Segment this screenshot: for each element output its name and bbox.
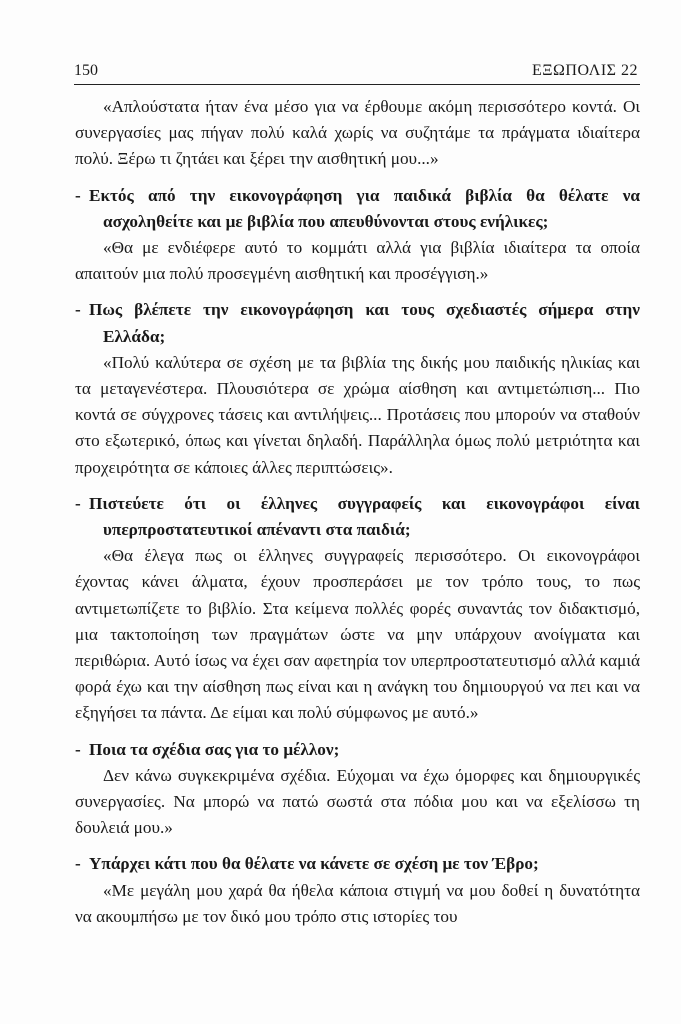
answer-paragraph: «Θα έλεγα πως οι έλληνες συγγραφείς περισσότερο. Οι εικονογράφοι έχοντας κάνει άλματα, έχουν προσπεράσει με τον τρόπο τους, το πως αντιμετωπίζετε το βιβλίο. Στα κείμενα πολλές φορές συναντάς τον διδακτισμό, μια τακτοποίηση των πραγμάτων ώστε να μην υπάρχουν ανοίγματα και περιθώρια. Αυτό ίσως να έχει σαν αφετηρία τον υπερπροστατευτισμό αλλά καμιά φορά έχω και την αίσθηση πως είναι και η ανάγκη του δημιουργού να πει και να εξηγήσει τα πάντα. Δε είμαι και πολύ σύμφωνος με αυτό.» — [75, 546, 640, 723]
question-text: Πιστεύετε ότι οι έλληνες συγγραφείς και εικονογράφοι είναι υπερπροστατευτικοί απέναντι στα παιδιά; — [89, 493, 640, 540]
answer-paragraph: «Θα με ενδιέφερε αυτό το κομμάτι αλλά για βιβλία ιδιαίτερα τα οποία απαιτούν μια πολύ προσεγμένη αισθητική και προσέγγιση.» — [75, 238, 640, 284]
interview-question — [75, 851, 640, 877]
question-dash: - — [75, 300, 81, 320]
question-dash: - — [75, 493, 81, 513]
question-dash: - — [75, 739, 81, 759]
page-number: 150 — [74, 62, 98, 79]
answer-paragraph: «Πολύ καλύτερα σε σχέση με τα βιβλία της δικής μου παιδικής ηλικίας και τα μεταγενέστερα. Πλουσιότερα σε χρώμα αίσθηση και αντιμετώπιση... Πιο κοντά σε σύγχρονες τάσεις και αντιλήψεις... Προτάσεις που μπορούν να σταθούν στο εξωτερικό, όπως και γίνεται δηλαδή. Παράλληλα όμως πολύ μετριότητα και προχειρότητα σε κάποιες άλλες περιπτώσεις». — [75, 352, 640, 477]
answer-paragraph: Δεν κάνω συγκεκριμένα σχέδια. Εύχομαι να έχω όμορφες και δημιουργικές συνεργασίες. Να μπορώ να πατώ σωστά στα πόδια μου και να εξελίσσω τη δουλειά μου.» — [75, 765, 640, 838]
interview-question — [75, 297, 640, 349]
interview-question — [75, 737, 640, 763]
question-text: Εκτός από την εικονογράφηση για παιδικά βιβλία θα θέλατε να ασχοληθείτε και με βιβλία που απευθύνονται στους ενήλικες; — [89, 185, 640, 231]
question-text: Υπάρχει κάτι που θα θέλατε να κάνετε σε σχέση με τον Έβρο; — [89, 854, 539, 874]
answer-paragraph: «Απλούστατα ήταν ένα μέσο για να έρθουμε ακόμη περισσότερο κοντά. Οι συνεργασίες μας πήγαν πολύ καλά χωρίς να συζητάμε τα πράγματα ιδιαίτερα πολύ. Ξέρω τι ζητάει και ξέρει την αισθητική μου...» — [75, 97, 640, 169]
question-dash: - — [75, 185, 81, 205]
interview-question — [75, 183, 640, 235]
running-head: ΕΞΩΠΟΛΙΣ 22 — [531, 62, 638, 79]
interview-text — [75, 94, 640, 930]
page-header — [74, 60, 640, 85]
question-text: Ποια τα σχέδια σας για το μέλλον; — [89, 739, 340, 759]
answer-paragraph: «Με μεγάλη μου χαρά θα ήθελα κάποια στιγμή να μου δοθεί η δυνατότητα να ακουμπήσω με τον δικό μου τρόπο στις ιστορίες του — [75, 880, 640, 926]
question-dash: - — [75, 854, 81, 874]
question-text: Πως βλέπετε την εικονογράφηση και τους σχεδιαστές σήμερα στην Ελλάδα; — [89, 300, 640, 346]
interview-question — [75, 491, 640, 543]
